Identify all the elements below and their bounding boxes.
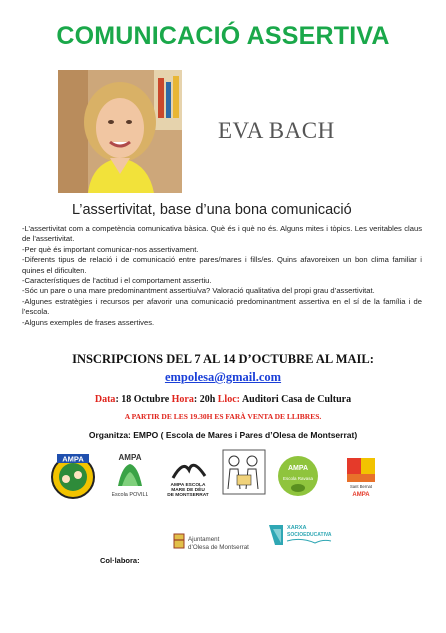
topic-item: -Diferents tipus de relació i de comunicació entre pares/mares i fills/es. Quins afavoreixen un bon clima familiar i quines el dificulten. [22,255,422,275]
inscriptions-heading: INSCRIPCIONS DEL 7 AL 14 D’OCTUBRE AL MAIL: [72,352,374,366]
topic-item: -Per què és important comunicar-nos assertivament. [22,244,199,254]
organizer-line: Organitza: EMPO ( Escola de Mares i Pares d’Olesa de Montserrat) [88,430,358,440]
ampa-logo-1-text: AMPA [62,454,84,464]
date-label: Data [94,394,116,405]
date-value: : 18 Octubre [115,394,170,405]
ampa-santbernat-sub: Sant Bernat [349,484,373,489]
xarxa-line2: SOCIOEDUCATIVA [287,532,332,538]
ajuntament-line1: Ajuntament [188,536,220,543]
topic-item: -Alguns exemples de frases assertives. [22,317,155,327]
speaker-name: EVA BACH [218,118,335,143]
ampa-povill-sub: Escola POVILL [112,492,148,498]
topics-list [22,224,422,328]
speaker-photo [58,70,182,193]
ampa-montserrat-line3: DE MONTSERRAT [167,493,209,498]
place-label: Lloc: [217,394,240,405]
collaborators-label: Col·labora: [100,556,140,565]
ampa-montserrat-logo [163,456,213,503]
event-details [0,394,446,405]
place-value: Auditori Casa de Cultura [241,394,352,405]
xarxa-socioeducativa-logo [265,519,335,554]
ampa-ravasa-sub: Escola Ravasa [282,476,314,481]
ampa-logo-1 [48,453,98,504]
ampa-santbernat-text: AMPA [352,492,370,498]
ampa-ravasa-text: AMPA [287,465,309,472]
book-sale-note: A PARTIR DE LES 19.30H ES FARÀ VENTA DE LLIBRES. [124,412,322,421]
contact-email-link[interactable]: empolesa@gmail.com [164,370,282,384]
ampa-montserrat-line2: MARE DE DÉU [171,488,205,493]
xarxa-line1: XARXA [287,525,307,531]
topic-item: -L’assertivitat com a competència comunicativa bàsica. Què és i què no és. Alguns mites i tòpics. Les veritables claus de l’assertivitat. [22,224,422,244]
ampa-ravasa-logo [275,454,321,503]
ampa-santbernat-logo [343,456,379,503]
family-drawing-logo [222,449,266,500]
talk-subtitle: L’assertivitat, base d’una bona comunicació [72,202,352,218]
topic-item: -Característiques de l’actitud i el comportament assertiu. [22,276,212,286]
ampa-povill-text: AMPA [118,453,142,462]
ampa-montserrat-line1: AMPA ESCOLA [170,483,206,488]
ajuntament-line2: d’Olesa de Montserrat [188,544,249,551]
poster-title: COMUNICACIÓ ASSERTIVA [56,22,390,50]
time-value: : 20h [193,394,216,405]
ajuntament-logo [172,530,268,561]
topic-item: -Algunes estratègies i recursos per afavorir una comunicació predominantment assertiva en el sí de la família i de l’escola. [22,296,422,317]
topic-item: -Sóc un pare o una mare predominantment assertiu/va? Valoració qualitativa del propi grau d’assertivitat. [22,286,375,296]
time-label: Hora [171,394,194,405]
speaker-portrait-image [58,70,182,193]
ampa-povill-logo [112,452,148,505]
